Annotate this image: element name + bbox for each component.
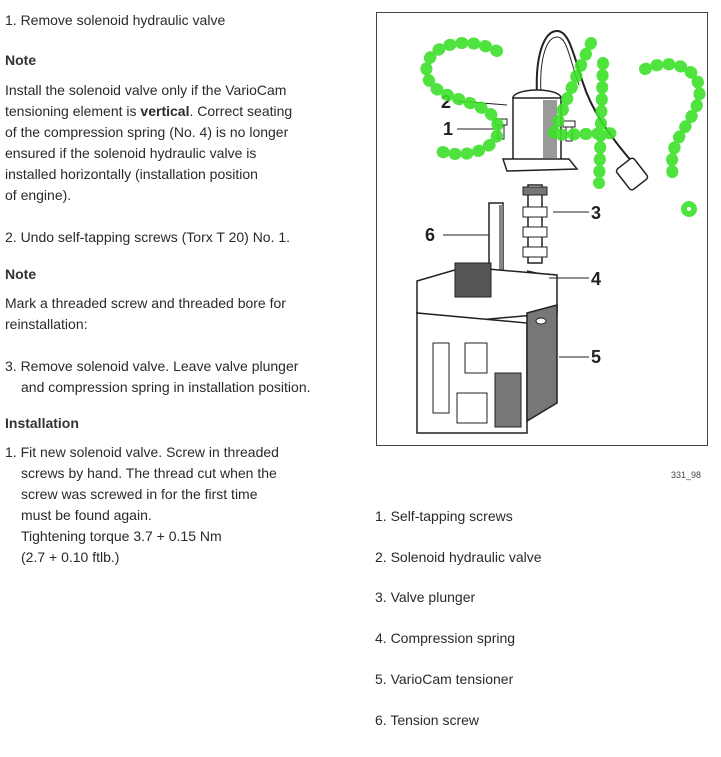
- note-1-text: [5, 80, 292, 206]
- note-1-heading: Note: [5, 52, 37, 68]
- legend-item-4: 4. Compression spring: [375, 630, 516, 646]
- installation-heading: Installation: [5, 415, 79, 431]
- valve-plunger: [523, 185, 547, 263]
- legend-item-5: 5. VarioCam tensioner: [375, 671, 514, 687]
- note-2-text: Mark a threaded screw and threaded bore for reinstallation:: [5, 295, 286, 332]
- note-1-bold-word: vertical: [140, 103, 190, 119]
- note-2-heading: Note: [5, 266, 37, 282]
- step-3-line-1: 3. Remove solenoid valve. Leave valve plunger: [5, 358, 299, 374]
- note-1-rest: of the compression spring (No. 4) is no longer ensured if the solenoid hydraulic valve is installed horizontally (installation position of engine).: [5, 124, 289, 203]
- exploded-diagram: [377, 13, 708, 446]
- note-1-line-2-pre: tensioning element is: [5, 103, 141, 119]
- callout-6: 6: [425, 225, 436, 245]
- note-1-line-1: Install the solenoid valve only if the VarioCam: [5, 82, 287, 98]
- legend-item-1: 1. Self-tapping screws: [375, 508, 513, 524]
- note-1-line-2-post: . Correct seating: [189, 103, 293, 119]
- install-step-1: [5, 442, 279, 568]
- install-step-1-rest: screws by hand. The thread cut when the screw was screwed in for the first time must be found again. Tightening torque 3.7 + 0.15 Nm (2.7 + 0.10 ftlb.): [21, 465, 277, 565]
- solenoid-flange: [503, 159, 577, 171]
- legend-item-3: 3. Valve plunger: [375, 589, 476, 605]
- step-1-text: 1. Remove solenoid hydraulic valve: [5, 12, 226, 28]
- legend-item-6: 6. Tension screw: [375, 712, 480, 728]
- connector-plug: [615, 157, 648, 191]
- variocam-tensioner: [417, 263, 557, 433]
- callout-4: 4: [591, 269, 602, 289]
- callout-3: 3: [591, 203, 602, 223]
- step-3-line-2: and compression spring in installation position.: [21, 379, 311, 395]
- exploded-diagram-figure: [376, 12, 708, 446]
- install-step-1-line-1: 1. Fit new solenoid valve. Screw in threaded: [5, 444, 279, 460]
- legend-item-2: 2. Solenoid hydraulic valve: [375, 549, 542, 565]
- callout-1: 1: [443, 119, 454, 139]
- figure-code: 331_98: [670, 470, 701, 480]
- step-2-text: 2. Undo self-tapping screws (Torx T 20) No. 1.: [5, 229, 291, 245]
- callout-5: 5: [591, 347, 602, 367]
- step-3-text: [5, 356, 311, 398]
- callout-2: 2: [441, 92, 452, 112]
